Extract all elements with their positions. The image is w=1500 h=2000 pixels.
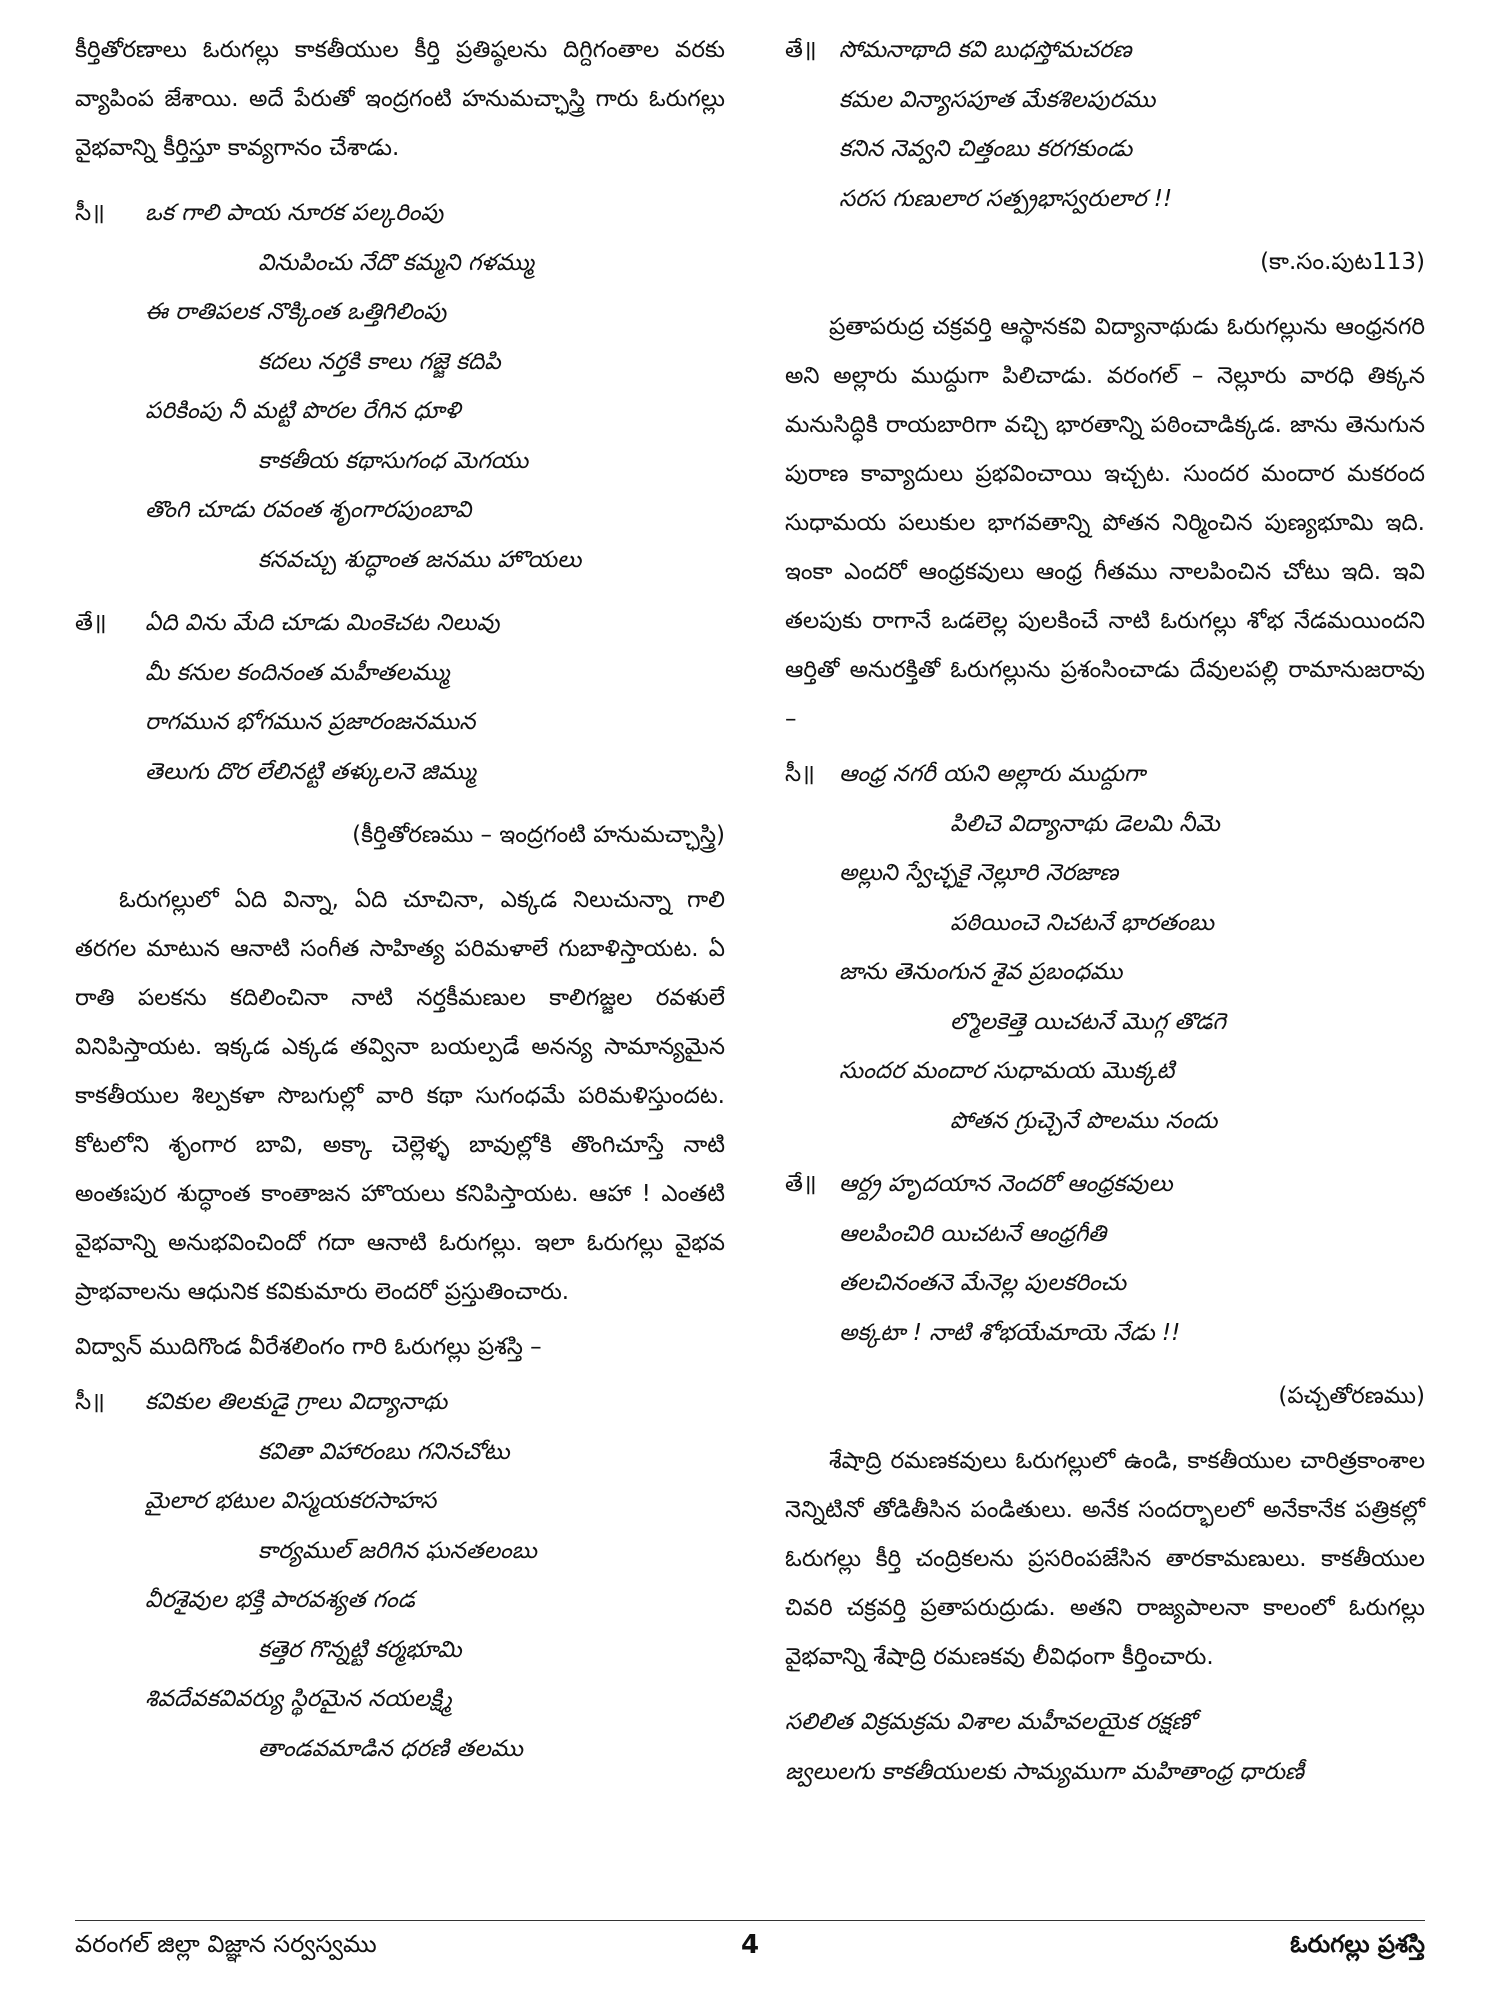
verse-line: ఏది విను మేది చూడు మింకెచట నిలువు [145,610,500,636]
footer-book-title: వరంగల్ జిల్లా విజ్ఞాన సర్వస్వము [75,1930,377,1958]
verse-line: కవికుల తిలకుడై గ్రాలు విద్యానాథు [145,1389,448,1415]
verse-line: పిలిచె విద్యానాథు డెలమి నీమె [950,810,1220,837]
verse-line: ఆర్ద్ర హృదయాన నెందరో ఆంధ్రకవులు [839,1171,1173,1197]
body-paragraph: విద్వాన్ ముదిగొండ వీరేశలింగం గారి ఓరుగల్లు ప్రశస్తి – [75,1334,542,1360]
poem-teta-1 [75,599,725,797]
verse-marker: సీ॥ [75,200,105,226]
verse-marker: సీ॥ [785,761,815,787]
verse-line: తలచినంతనె మేనెల్ల పులకరించు [839,1270,1127,1296]
verse-line: కనవచ్చు శుద్ధాంత జనము హొయలు [258,546,582,573]
body-paragraph: ఓరుగల్లులో ఏది విన్నా, ఏది చూచినా, ఎక్కడ నిలుచున్నా గాలి తరగల మాటున ఆనాటి సంగీత సాహిత్య పరిమళాలే గుబాళిస్తాయట. ఏ రాతి పలకను కదిలించినా నాటి నర్తకీమణుల కాలిగజ్జల రవళులే వినిపిస్తాయట. ఇక్కడ ఎక్కడ తవ్వినా బయల్పడే అనన్య సామాన్యమైన కాకతీయుల శిల్పకళా సొబగుల్లో వారి కథా సుగంధమే పరిమళిస్తుందట. కోటలోని శృంగార బావి, అక్కా చెల్లెళ్ళ బావుల్లోకి తొంగిచూస్తే నాటి అంతఃపుర శుద్ధాంత కాంతాజన హొయలు కనిపిస్తాయట. ఆహా ! ఎంతటి వైభవాన్ని అనుభవించిందో గదా ఆనాటి ఓరుగల్లు. ఇలా ఓరుగల్లు వైభవ ప్రాభవాలను ఆధునిక కవికుమారు లెందరో ప్రస్తుతించారు. [75,887,725,1305]
verse-line: కాకతీయ కథాసుగంధ మెగయు [258,447,529,474]
poem-seesa-2 [75,1378,725,1774]
verse-marker: తే॥ [75,610,107,636]
verse-line: ఆలపించిరి యిచటనే ఆంధ్రగీతి [839,1220,1107,1247]
poem-teta-2 [785,26,1425,224]
verse-line: వీరశైవుల భక్తి పారవశ్యత గండ [145,1587,415,1613]
verse-line: సరస గుణులార సత్ప్రభాస్వరులార !! [839,185,1173,212]
page-footer [75,1930,1425,1970]
right-column [785,26,1425,1811]
verse-line: అల్లుని స్వేచ్ఛకై నెల్లూరి నెరజాణ [839,860,1119,886]
verse-line: కవితా విహారంబు గనినచోటు [258,1438,510,1465]
verse-line: సలిలిత విక్రమక్రమ విశాల మహీవలయైక రక్షణో [785,1709,1196,1735]
poem-teta-3 [785,1160,1425,1358]
page-number: 4 [740,1930,760,1960]
poem-seesa-3 [785,750,1425,1146]
verse-marker: సీ॥ [75,1389,105,1415]
verse-line: రాగమున భోగమున ప్రజారంజనమున [145,709,476,735]
footer-chapter-title: ఓరుగల్లు ప్రశస్తి [1290,1930,1425,1958]
verse-line: కదలు నర్తకి కాలు గజ్జె కదిపి [258,348,501,375]
left-column [75,26,725,1788]
verse-line: శివదేవకవివర్యు స్థిరమైన నయలక్ష్మి [145,1686,452,1712]
body-paragraph: ప్రతాపరుద్ర చక్రవర్తి ఆస్థానకవి విద్యానాథుడు ఓరుగల్లును ఆంధ్రనగరి అని అల్లారు ముద్దుగా పిలిచాడు. వరంగల్ – నెల్లూరు వారధి తిక్కన మనుసిద్ధికి రాయబారిగా వచ్చి భారతాన్ని పఠించాడిక్కడ. జాను తెనుగున పురాణ కావ్యాదులు ప్రభవించాయి ఇచ్చట. సుందర మందార మకరంద సుధామయ పలుకుల భాగవతాన్ని పోతన నిర్మించిన పుణ్యభూమి ఇది. ఇంకా ఎందరో ఆంధ్రకవులు ఆంధ్ర గీతము నాలపించిన చోటు ఇది. ఇవి తలపుకు రాగానే ఒడలెల్ల పులకించే నాటి ఓరుగల్లు శోభ నేడమయిందని ఆర్తితో అనురక్తితో ఓరుగల్లును ప్రశంసించాడు దేవులపల్లి రామానుజరావు – [785,314,1425,732]
intro-paragraph: కీర్తితోరణాలు ఓరుగల్లు కాకతీయుల కీర్తి ప్రతిష్ఠలను దిగ్దిగంతాల వరకు వ్యాపింప జేశాయి. అదే పేరుతో ఇంద్రగంటి హనుమచ్ఛాస్త్రి గారు ఓరుగల్లు వైభవాన్ని కీర్తిస్తూ కావ్యగానం చేశాడు. [75,37,725,161]
verse-line: కనిన నెవ్వని చిత్తంబు కరగకుండు [839,136,1133,162]
verse-line: తొంగి చూడు రవంత శృంగారపుంబావి [145,497,472,523]
verse-line: జ్వలులగు కాకతీయులకు సామ్యముగా మహితాంధ్ర ధారుణీ [785,1758,1304,1785]
verse-line: మైలార భటుల విస్మయకరసాహస [145,1488,437,1514]
verse-line: ఆంధ్ర నగరీ యని అల్లారు ముద్దుగా [839,761,1146,787]
citation: (కా.సం.పుట113) [1260,249,1425,275]
verse-line: కార్యముల్ జరిగిన ఘనతలంబు [258,1537,537,1564]
poem-seesa-1 [75,189,725,585]
body-paragraph: శేషాద్రి రమణకవులు ఓరుగల్లులో ఉండి, కాకతీయుల చారిత్రకాంశాల నెన్నిటినో తోడితీసిన పండితులు. అనేక సందర్భాలలో అనేకానేక పత్రికల్లో ఓరుగల్లు కీర్తి చంద్రికలను ప్రసరింపజేసిన తారకామణులు. కాకతీయుల చివరి చక్రవర్తి ప్రతాపరుద్రుడు. అతని రాజ్యపాలనా కాలంలో ఓరుగల్లు వైభవాన్ని శేషాద్రి రమణకవు లీవిధంగా కీర్తించారు. [785,1448,1425,1670]
verse-line: ఒక గాలి పాయ నూరక పల్కరింపు [145,200,444,226]
verse-line: సోమనాథాది కవి బుధస్తోమచరణ [839,37,1132,63]
verse-line: ల్మొలకెత్తె యిచటనే మొగ్గ తొడగె [950,1008,1226,1035]
verse-line: ఈ రాతిపలక నొక్కింత ఒత్తిగిలింపు [145,299,447,325]
verse-line: తెలుగు దొర లేలినట్టి తళ్కులనె జిమ్ము [145,758,476,785]
verse-line: సుందర మందార సుధామయ మొక్కటి [839,1058,1175,1084]
verse-marker: తే॥ [785,37,817,63]
citation: (కీర్తితోరణము – ఇంద్రగంటి హనుమచ్ఛాస్త్రి) [352,822,725,848]
verse-line: పఠియించె నిచటనే భారతంబు [950,909,1214,936]
verse-line: తాండవమాడిన ధరణి తలము [258,1735,523,1762]
verse-line: మీ కనుల కందినంత మహీతలమ్ము [145,659,450,686]
verse-line: పరికింపు నీ మట్టి పొరల రేగిన ధూళి [145,398,461,424]
footer-divider [75,1920,1425,1921]
verse-line: జాను తెనుంగున శైవ ప్రబంధము [839,959,1123,985]
verse-line: అక్కటా ! నాటి శోభయేమాయె నేడు !! [839,1319,1181,1346]
verse-marker: తే॥ [785,1171,817,1197]
verse-line: కత్తెర గొన్నట్టి కర్మభూమి [258,1636,462,1663]
verse-line: కమల విన్యాసపూత మేకశిలపురము [839,86,1156,113]
poem-champakamala [785,1698,1425,1797]
verse-line: పోతన గ్రుచ్చెనే పొలము నందు [950,1107,1218,1134]
citation: (పచ్చతోరణము) [1278,1383,1425,1409]
verse-line: వినుపించు నేదొ కమ్మని గళమ్ము [258,249,534,276]
